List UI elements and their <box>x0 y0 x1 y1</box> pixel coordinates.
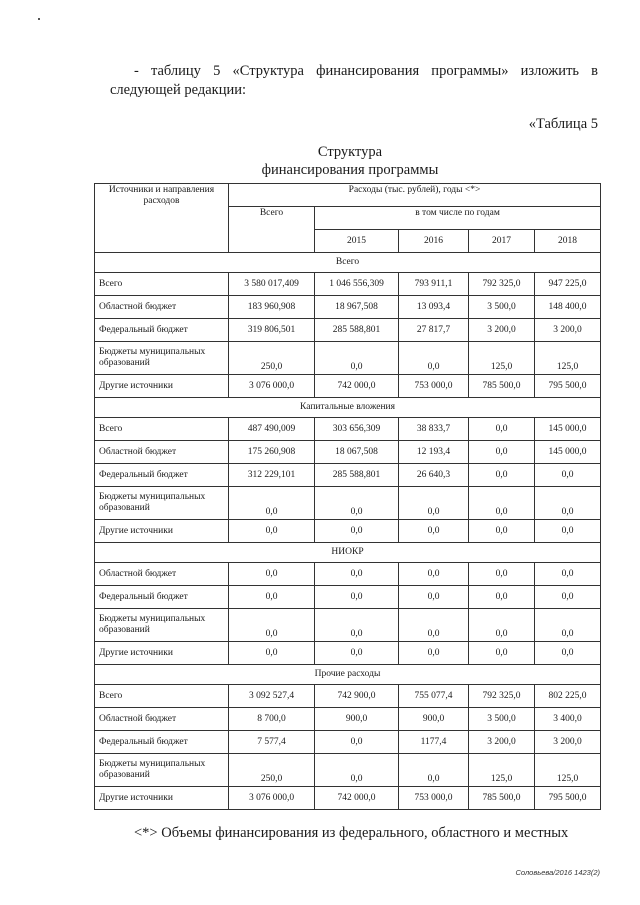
table-row <box>95 418 601 441</box>
value-cell: 38 833,7 <box>399 418 469 441</box>
value-cell: 792 325,0 <box>469 273 535 296</box>
section-title: НИОКР <box>95 543 601 563</box>
table-row <box>95 319 601 342</box>
row-label: Бюджеты муниципальных образований <box>95 754 229 787</box>
value-cell: 3 200,0 <box>469 319 535 342</box>
row-label: Другие источники <box>95 375 229 398</box>
header-expenses: Расходы (тыс. рублей), годы <*> <box>229 184 601 207</box>
value-cell: 7 577,4 <box>229 731 315 754</box>
financing-table <box>94 183 601 810</box>
table-caption: «Таблица 5 <box>528 116 598 132</box>
row-label: Всего <box>95 418 229 441</box>
value-cell: 3 200,0 <box>469 731 535 754</box>
value-cell: 795 500,0 <box>535 375 601 398</box>
table-row <box>95 441 601 464</box>
title-line-1: Структура <box>317 144 383 160</box>
value-cell: 148 400,0 <box>535 296 601 319</box>
table-row <box>95 754 601 787</box>
value-cell: 3 076 000,0 <box>229 787 315 810</box>
value-cell: 753 000,0 <box>399 375 469 398</box>
value-cell: 3 400,0 <box>535 708 601 731</box>
header-year: 2015 <box>315 230 399 253</box>
table-row <box>95 464 601 487</box>
value-cell: 0,0 <box>399 609 469 642</box>
value-cell: 0,0 <box>399 586 469 609</box>
value-cell: 250,0 <box>229 754 315 787</box>
value-cell: 12 193,4 <box>399 441 469 464</box>
table-row <box>95 609 601 642</box>
row-label: Федеральный бюджет <box>95 464 229 487</box>
section-row <box>95 398 601 418</box>
value-cell: 0,0 <box>315 642 399 665</box>
table-row <box>95 708 601 731</box>
value-cell: 0,0 <box>535 609 601 642</box>
section-title: Капитальные вложения <box>95 398 601 418</box>
value-cell: 125,0 <box>469 342 535 375</box>
value-cell: 125,0 <box>535 754 601 787</box>
header-total: Всего <box>229 207 315 253</box>
value-cell: 0,0 <box>535 642 601 665</box>
value-cell: 1177,4 <box>399 731 469 754</box>
value-cell: 0,0 <box>399 642 469 665</box>
value-cell: 145 000,0 <box>535 418 601 441</box>
row-label: Бюджеты муниципальных образований <box>95 609 229 642</box>
value-cell: 947 225,0 <box>535 273 601 296</box>
value-cell: 3 076 000,0 <box>229 375 315 398</box>
value-cell: 319 806,501 <box>229 319 315 342</box>
value-cell: 0,0 <box>535 520 601 543</box>
footnote: <*> Объемы финансирования из федерального, областного и местных <box>134 825 569 841</box>
row-label: Другие источники <box>95 642 229 665</box>
section-title: Всего <box>95 253 601 273</box>
value-cell: 0,0 <box>469 563 535 586</box>
value-cell: 0,0 <box>399 754 469 787</box>
value-cell: 785 500,0 <box>469 375 535 398</box>
value-cell: 785 500,0 <box>469 787 535 810</box>
table-row <box>95 487 601 520</box>
value-cell: 0,0 <box>229 586 315 609</box>
row-label: Всего <box>95 273 229 296</box>
row-label: Федеральный бюджет <box>95 586 229 609</box>
value-cell: 3 092 527,4 <box>229 685 315 708</box>
value-cell: 3 500,0 <box>469 708 535 731</box>
value-cell: 0,0 <box>399 520 469 543</box>
value-cell: 3 500,0 <box>469 296 535 319</box>
value-cell: 755 077,4 <box>399 685 469 708</box>
value-cell: 3 200,0 <box>535 319 601 342</box>
title-line-2: финансирования программы <box>261 162 439 178</box>
value-cell: 0,0 <box>535 464 601 487</box>
row-label: Областной бюджет <box>95 296 229 319</box>
header-by-years: в том числе по годам <box>315 207 601 230</box>
row-label: Федеральный бюджет <box>95 731 229 754</box>
table-title <box>120 143 580 179</box>
value-cell: 0,0 <box>399 342 469 375</box>
value-cell: 0,0 <box>315 586 399 609</box>
value-cell: 1 046 556,309 <box>315 273 399 296</box>
value-cell: 183 960,908 <box>229 296 315 319</box>
row-label: Областной бюджет <box>95 563 229 586</box>
table-row <box>95 296 601 319</box>
table-row <box>95 642 601 665</box>
table-row <box>95 563 601 586</box>
value-cell: 285 588,801 <box>315 319 399 342</box>
value-cell: 0,0 <box>315 342 399 375</box>
table-row <box>95 375 601 398</box>
table-row <box>95 342 601 375</box>
document-stamp: Соловьева/2016 1423(2) <box>515 868 600 877</box>
row-label: Другие источники <box>95 787 229 810</box>
section-row <box>95 543 601 563</box>
value-cell: 0,0 <box>229 642 315 665</box>
value-cell: 3 200,0 <box>535 731 601 754</box>
section-row <box>95 253 601 273</box>
value-cell: 900,0 <box>315 708 399 731</box>
value-cell: 285 588,801 <box>315 464 399 487</box>
table-row <box>95 685 601 708</box>
header-year: 2017 <box>469 230 535 253</box>
value-cell: 753 000,0 <box>399 787 469 810</box>
table-row <box>95 787 601 810</box>
value-cell: 795 500,0 <box>535 787 601 810</box>
value-cell: 0,0 <box>229 563 315 586</box>
value-cell: 0,0 <box>469 609 535 642</box>
value-cell: 742 900,0 <box>315 685 399 708</box>
value-cell: 0,0 <box>469 487 535 520</box>
value-cell: 0,0 <box>315 731 399 754</box>
value-cell: 27 817,7 <box>399 319 469 342</box>
value-cell: 13 093,4 <box>399 296 469 319</box>
header-sources: Источники и направления расходов <box>95 184 229 253</box>
row-label: Федеральный бюджет <box>95 319 229 342</box>
value-cell: 145 000,0 <box>535 441 601 464</box>
row-label: Бюджеты муниципальных образований <box>95 342 229 375</box>
row-label: Бюджеты муниципальных образований <box>95 487 229 520</box>
value-cell: 802 225,0 <box>535 685 601 708</box>
value-cell: 742 000,0 <box>315 787 399 810</box>
intro-paragraph <box>110 62 598 100</box>
value-cell: 0,0 <box>535 487 601 520</box>
value-cell: 793 911,1 <box>399 273 469 296</box>
header-year: 2018 <box>535 230 601 253</box>
value-cell: 0,0 <box>469 441 535 464</box>
value-cell: 0,0 <box>535 563 601 586</box>
row-label: Областной бюджет <box>95 708 229 731</box>
table-row <box>95 273 601 296</box>
value-cell: 0,0 <box>229 609 315 642</box>
section-title: Прочие расходы <box>95 665 601 685</box>
value-cell: 0,0 <box>469 520 535 543</box>
value-cell: 3 580 017,409 <box>229 273 315 296</box>
value-cell: 0,0 <box>535 586 601 609</box>
value-cell: 0,0 <box>229 520 315 543</box>
value-cell: 0,0 <box>229 487 315 520</box>
header-year: 2016 <box>399 230 469 253</box>
value-cell: 125,0 <box>469 754 535 787</box>
table-row <box>95 586 601 609</box>
value-cell: 0,0 <box>469 586 535 609</box>
value-cell: 26 640,3 <box>399 464 469 487</box>
value-cell: 792 325,0 <box>469 685 535 708</box>
value-cell: 742 000,0 <box>315 375 399 398</box>
value-cell: 0,0 <box>315 520 399 543</box>
table-row <box>95 520 601 543</box>
value-cell: 125,0 <box>535 342 601 375</box>
value-cell: 0,0 <box>315 563 399 586</box>
value-cell: 8 700,0 <box>229 708 315 731</box>
value-cell: 487 490,009 <box>229 418 315 441</box>
value-cell: 250,0 <box>229 342 315 375</box>
value-cell: 0,0 <box>315 754 399 787</box>
value-cell: 175 260,908 <box>229 441 315 464</box>
intro-text: - таблицу 5 «Структура финансирования программы» изложить в следующей редакции: <box>110 63 598 98</box>
row-label: Другие источники <box>95 520 229 543</box>
value-cell: 0,0 <box>315 609 399 642</box>
value-cell: 0,0 <box>469 418 535 441</box>
value-cell: 0,0 <box>315 487 399 520</box>
value-cell: 0,0 <box>399 563 469 586</box>
scan-speck <box>38 18 40 20</box>
value-cell: 0,0 <box>469 464 535 487</box>
value-cell: 18 967,508 <box>315 296 399 319</box>
value-cell: 312 229,101 <box>229 464 315 487</box>
value-cell: 18 067,508 <box>315 441 399 464</box>
value-cell: 303 656,309 <box>315 418 399 441</box>
value-cell: 900,0 <box>399 708 469 731</box>
value-cell: 0,0 <box>469 642 535 665</box>
table-row <box>95 731 601 754</box>
section-row <box>95 665 601 685</box>
row-label: Областной бюджет <box>95 441 229 464</box>
value-cell: 0,0 <box>399 487 469 520</box>
row-label: Всего <box>95 685 229 708</box>
